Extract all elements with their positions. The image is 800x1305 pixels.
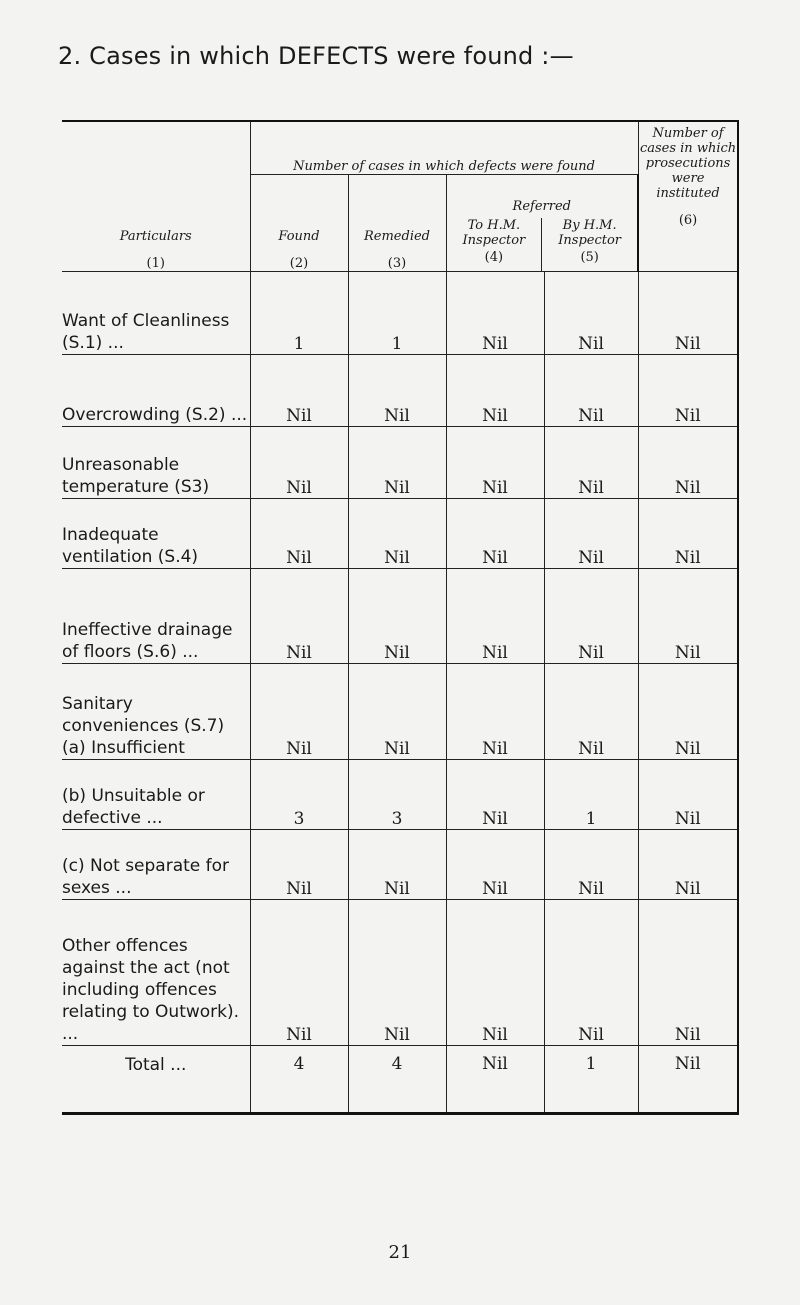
cell-remedied: Nil (348, 355, 446, 427)
header-by-hm-num: (5) (580, 250, 599, 265)
table-row (62, 900, 738, 1046)
cell-by-hm: Nil (544, 569, 638, 664)
cell-by-hm: Nil (544, 427, 638, 499)
cell-prosecutions: Nil (638, 355, 738, 427)
cell-prosecutions: Nil (638, 427, 738, 499)
row-label: Sanitary conveniences (S.7) (a) Insufficient (62, 664, 250, 760)
cell-remedied: Nil (348, 499, 446, 569)
header-found (250, 175, 348, 272)
total-label: Total ... (62, 1046, 250, 1114)
cell-remedied: Nil (348, 664, 446, 760)
defects-table (62, 120, 739, 1115)
row-label: Want of Cleanliness (S.1) ... (62, 272, 250, 355)
cell-remedied: Nil (348, 900, 446, 1046)
cell-remedied: 1 (348, 272, 446, 355)
total-found: 4 (250, 1046, 348, 1114)
cell-to-hm: Nil (446, 355, 544, 427)
cell-found: Nil (250, 900, 348, 1046)
header-by-hm (542, 218, 637, 271)
header-defects-group: Number of cases in which defects were found (250, 121, 638, 175)
cell-by-hm: 1 (544, 760, 638, 830)
table-row (62, 760, 738, 830)
header-particulars (62, 121, 250, 272)
header-referred (446, 175, 638, 272)
cell-found: 1 (250, 272, 348, 355)
cell-found: Nil (250, 355, 348, 427)
header-to-hm (447, 218, 542, 271)
cell-to-hm: Nil (446, 760, 544, 830)
header-by-hm-label: By H.M. Inspector (558, 218, 622, 248)
cell-prosecutions: Nil (638, 272, 738, 355)
table-row (62, 427, 738, 499)
cell-prosecutions: Nil (638, 900, 738, 1046)
cell-by-hm: Nil (544, 900, 638, 1046)
cell-prosecutions: Nil (638, 499, 738, 569)
cell-prosecutions: Nil (638, 664, 738, 760)
header-remedied (348, 175, 446, 272)
cell-by-hm: Nil (544, 355, 638, 427)
cell-to-hm: Nil (446, 900, 544, 1046)
header-remedied-num: (3) (387, 256, 407, 271)
header-referred-split (447, 218, 638, 271)
cell-remedied: Nil (348, 830, 446, 900)
header-prosecutions-num: (6) (678, 213, 698, 228)
cell-to-hm: Nil (446, 664, 544, 760)
total-by-hm: 1 (544, 1046, 638, 1114)
row-label: Ineffective drainage of floors (S.6) ... (62, 569, 250, 664)
cell-by-hm: Nil (544, 664, 638, 760)
cell-prosecutions: Nil (638, 830, 738, 900)
row-label: (c) Not separate for sexes ... (62, 830, 250, 900)
cell-to-hm: Nil (446, 499, 544, 569)
header-to-hm-label: To H.M. Inspector (462, 218, 526, 248)
cell-found: Nil (250, 499, 348, 569)
cell-found: 3 (250, 760, 348, 830)
header-prosecutions (638, 121, 738, 272)
header-referred-label: Referred (512, 199, 571, 214)
row-label: (b) Unsuitable or defective ... (62, 760, 250, 830)
cell-to-hm: Nil (446, 272, 544, 355)
total-to-hm: Nil (446, 1046, 544, 1114)
header-found-num: (2) (289, 256, 309, 271)
cell-prosecutions: Nil (638, 760, 738, 830)
total-row (62, 1046, 738, 1114)
row-label: Overcrowding (S.2) ... (62, 355, 250, 427)
page-title: 2. Cases in which DEFECTS were found :— (58, 42, 574, 70)
total-remedied: 4 (348, 1046, 446, 1114)
row-label: Unreasonable temperature (S3) (62, 427, 250, 499)
header-found-label: Found (278, 229, 320, 244)
table-row (62, 664, 738, 760)
cell-to-hm: Nil (446, 427, 544, 499)
header-to-hm-num: (4) (484, 250, 504, 265)
header-prosecutions-label: Number of cases in which prosecutions were instituted (639, 126, 737, 201)
cell-remedied: 3 (348, 760, 446, 830)
total-prosecutions: Nil (638, 1046, 738, 1114)
cell-prosecutions: Nil (638, 569, 738, 664)
cell-found: Nil (250, 427, 348, 499)
cell-to-hm: Nil (446, 569, 544, 664)
table-row (62, 272, 738, 355)
cell-remedied: Nil (348, 569, 446, 664)
cell-to-hm: Nil (446, 830, 544, 900)
row-label: Other offences against the act (not including offences relating to Outwork). ... (62, 900, 250, 1046)
table-row (62, 569, 738, 664)
header-particulars-num: (1) (146, 256, 165, 271)
header-particulars-label: Particulars (119, 229, 192, 244)
table-row (62, 355, 738, 427)
row-label: Inadequate ventilation (S.4) (62, 499, 250, 569)
cell-by-hm: Nil (544, 830, 638, 900)
cell-found: Nil (250, 830, 348, 900)
header-remedied-label: Remedied (364, 229, 430, 244)
cell-by-hm: Nil (544, 272, 638, 355)
cell-found: Nil (250, 664, 348, 760)
table-row (62, 499, 738, 569)
cell-found: Nil (250, 569, 348, 664)
cell-by-hm: Nil (544, 499, 638, 569)
page-number: 21 (388, 1242, 412, 1263)
table-row (62, 830, 738, 900)
cell-remedied: Nil (348, 427, 446, 499)
